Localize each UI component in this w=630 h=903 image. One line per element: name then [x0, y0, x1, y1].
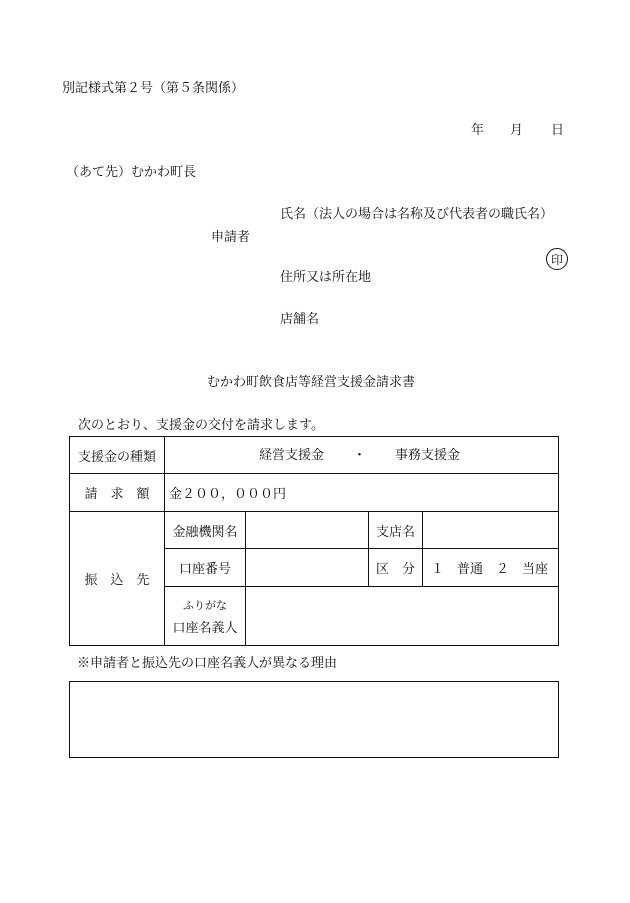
bank-input[interactable]: [246, 512, 368, 548]
amount-label: 請 求 額: [84, 487, 150, 502]
category-label-cell: [369, 549, 422, 586]
date-month-label: 月: [510, 123, 524, 138]
type-options-cell: [165, 437, 558, 473]
amount-value-cell: [169, 474, 558, 511]
transfer-label-cell: [70, 512, 164, 645]
holder-label-cell: [165, 587, 245, 645]
reason-box[interactable]: [69, 681, 559, 758]
category-options[interactable]: [431, 549, 558, 586]
option-management-support[interactable]: 経営支援金: [259, 448, 325, 463]
type-label: 支援金の種類: [77, 449, 156, 465]
applicant-store-label: 店舗名: [280, 312, 320, 327]
account-label: 口座番号: [178, 562, 231, 577]
date-year-label: 年: [471, 123, 485, 138]
bank-label: 金融機関名: [172, 524, 238, 540]
holder-input[interactable]: [246, 587, 558, 645]
date-day-label: 日: [551, 123, 565, 138]
category-label: 区 分: [375, 562, 415, 577]
amount-label-cell: [70, 474, 164, 511]
transfer-label: 振 込 先: [84, 573, 150, 588]
branch-input[interactable]: [423, 512, 558, 548]
document-title: むかわ町飲食店等経営支援金請求書: [207, 375, 416, 390]
option-separator: ・: [353, 448, 367, 463]
account-label-cell: [165, 549, 245, 586]
bank-label-cell: [165, 512, 245, 548]
branch-label: 支店名: [375, 524, 415, 540]
applicant-name-label: 氏名（法人の場合は名称及び代表者の職氏名）: [280, 207, 554, 222]
seal-mark: 印: [546, 248, 568, 270]
reason-label: ※申請者と振込先の口座名義人が異なる理由: [77, 656, 338, 671]
intro-text: 次のとおり、支援金の交付を請求します。: [78, 418, 324, 433]
applicant-address-label: 住所又は所在地: [280, 270, 372, 285]
branch-label-cell: [369, 512, 422, 548]
furigana-label: ふりがな: [183, 598, 227, 612]
addressee: （あて先）むかわ町長: [66, 165, 197, 180]
type-label-cell: [70, 437, 164, 473]
account-input[interactable]: [246, 549, 368, 586]
amount-value: 金２００，０００円: [169, 487, 287, 502]
applicant-label: 申請者: [211, 230, 251, 245]
option-office-support[interactable]: 事務支援金: [395, 448, 461, 463]
category-value: １ 普通 ２ 当座: [431, 562, 549, 577]
holder-label: 口座名義人: [172, 620, 238, 636]
form-number: 別記様式第２号（第５条関係）: [62, 81, 245, 96]
